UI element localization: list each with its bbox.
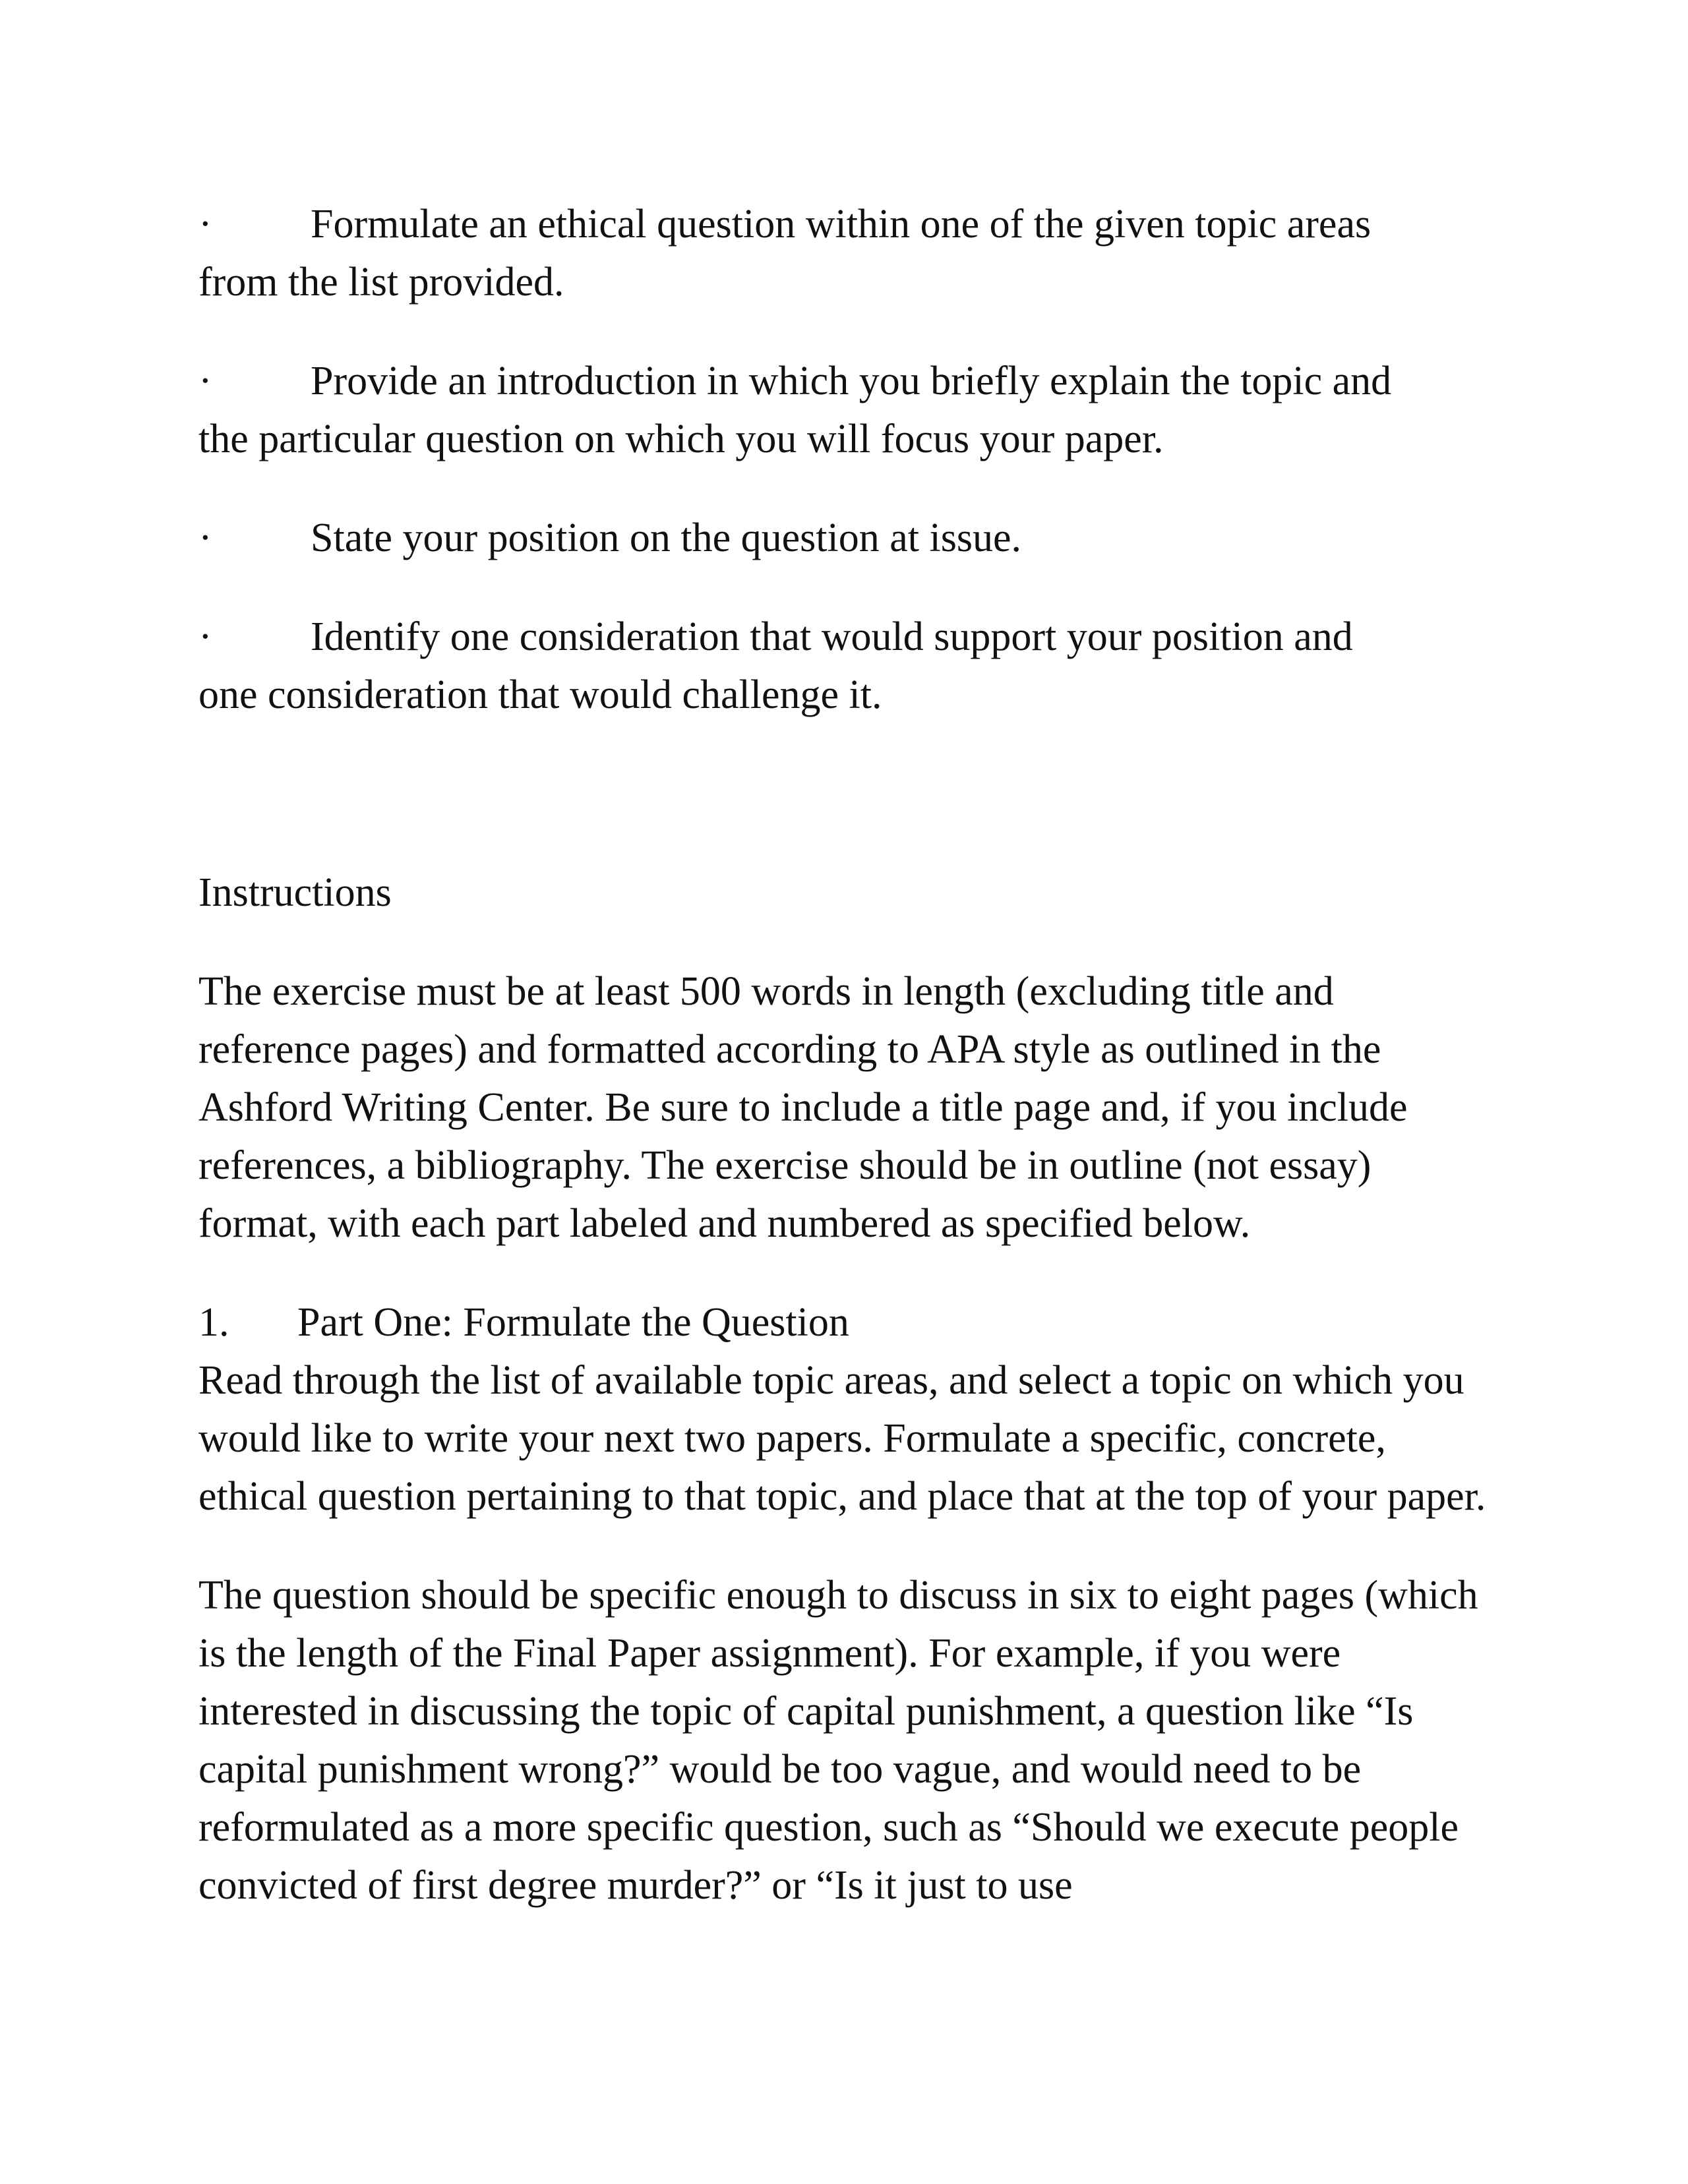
instructions-heading: Instructions <box>198 870 392 915</box>
bullet-continuation: the particular question on which you will focus your paper. <box>198 417 1164 461</box>
question-paragraph: The question should be specific enough to discuss in six to eight pages (which is the length of the Final Paper assignment). For example, if you were interested in discussing the topic of capital punishment, a question like “Is capital punishment wrong?” would be too vague, and would need to be reformulated as a more specific question, such as “Should we execute people convicted of first degree murder?” or “Is it just to use <box>198 1573 1478 1908</box>
bullet-item-2 <box>198 352 1491 468</box>
part-one-number: 1. <box>198 1300 229 1345</box>
bullet-marker: · <box>198 614 212 659</box>
bullet-continuation: from the list provided. <box>198 260 564 305</box>
bullet-item-3 <box>198 509 1491 567</box>
bullet-item-4 <box>198 608 1491 724</box>
bullet-text: State your position on the question at issue. <box>311 516 1022 560</box>
bullet-text: Provide an introduction in which you briefly explain the topic and <box>311 359 1392 403</box>
bullet-marker: · <box>198 516 212 560</box>
bullet-marker: · <box>198 202 212 247</box>
bullet-text: Formulate an ethical question within one of the given topic areas <box>311 202 1372 247</box>
part-one-heading <box>198 1293 1491 1351</box>
bullet-text: Identify one consideration that would support your position and <box>311 614 1353 659</box>
part-one-title: Part One: Formulate the Question <box>297 1300 849 1345</box>
section-spacer <box>198 765 1491 864</box>
bullet-item-1 <box>198 195 1491 311</box>
bullet-continuation: one consideration that would challenge it. <box>198 672 882 717</box>
document-body <box>198 195 1491 1955</box>
instructions-paragraph: The exercise must be at least 500 words in length (excluding title and reference pages) and formatted according to APA style as outlined in the Ashford Writing Center. Be sure to include a title page and, if you include references, a bibliography. The exercise should be in outline (not essay) format, with each part labeled and numbered as specified below. <box>198 969 1408 1246</box>
part-one-body: Read through the list of available topic areas, and select a topic on which you would like to write your next two papers. Formulate a specific, concrete, ethical question pertaining to that topic, and place that at the top of your paper. <box>198 1358 1486 1519</box>
bullet-marker: · <box>198 359 212 403</box>
